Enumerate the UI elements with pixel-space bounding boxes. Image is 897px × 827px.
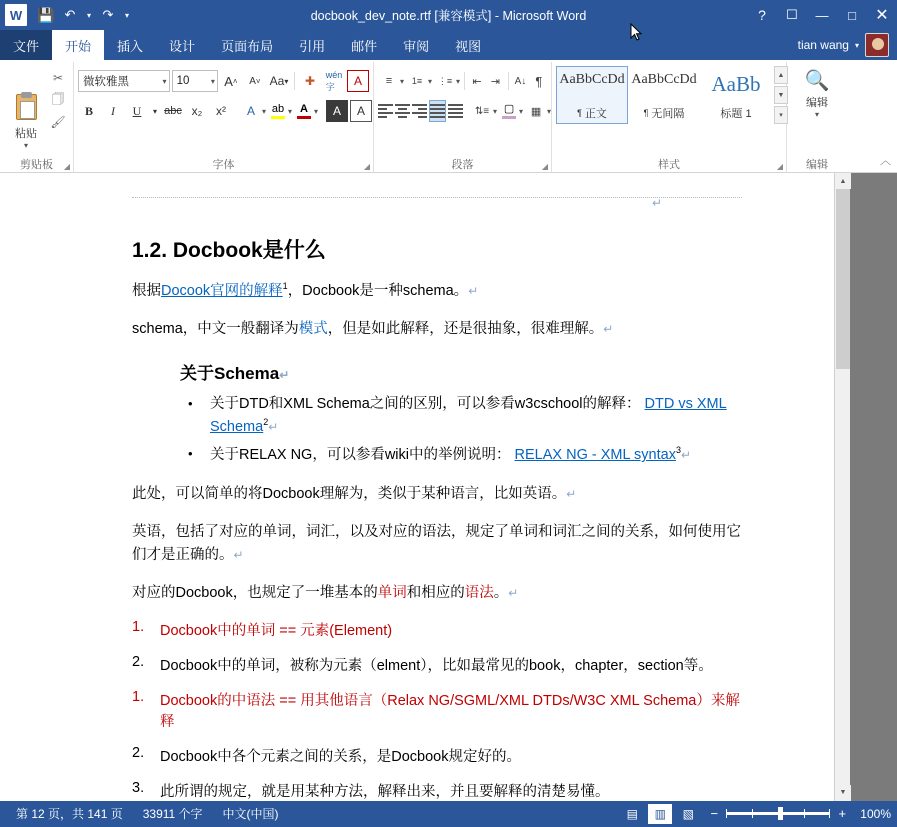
character-border-icon[interactable]: A (350, 100, 372, 122)
align-right-button[interactable] (412, 100, 427, 122)
bullets-button[interactable] (378, 70, 404, 92)
ribbon-display-options-icon[interactable]: ☐ (786, 7, 798, 22)
shrink-font-button[interactable]: A ˅ (249, 75, 261, 87)
redo-icon[interactable]: ↷ (102, 7, 114, 22)
bullet-1-text: 关于DTD和XML Schema之间的区别，可以参看w3cschool的解释： (210, 395, 641, 412)
status-bar (0, 801, 897, 827)
numbering-icon: 1≡ (411, 76, 423, 86)
editing-caret-icon[interactable]: ▾ (814, 110, 819, 119)
ribbon-group-clipboard-label: 剪贴板 (20, 159, 53, 171)
style-label: 无间隔 (651, 108, 685, 120)
tab-references[interactable]: 引用 (299, 38, 326, 54)
font-size-combo[interactable] (172, 70, 218, 92)
numbered-item-5 (132, 780, 742, 801)
chevron-down-icon[interactable]: ▾ (262, 106, 267, 116)
numbered-item-3 (132, 689, 742, 731)
list-item: • 关于RELAX NG，可以参看wiki中的举例说明： RELAX NG - XML syntax$^3$↵ (210, 444, 742, 467)
ribbon-group-editing (787, 62, 847, 173)
numbered-item-2 (132, 654, 742, 675)
item-text: Docbook中各个元素之间的关系，是Docbook规定好的。 (160, 748, 521, 765)
tab-view[interactable]: 视图 (455, 38, 482, 54)
chevron-down-icon[interactable]: ▾ (428, 76, 433, 86)
close-button[interactable]: ✕ (875, 7, 889, 24)
scrollbar-thumb[interactable] (836, 189, 850, 369)
font-size-value: 10 (176, 75, 190, 87)
item-number: 3. (132, 779, 145, 796)
justify-button[interactable] (429, 100, 446, 122)
ribbon-group-styles (552, 62, 787, 173)
ribbon-group-font-label: 字体 (212, 159, 235, 171)
zoom-in-button[interactable]: + (838, 806, 847, 822)
clipboard-dialog-launcher[interactable]: ◢ (63, 162, 70, 171)
chevron-down-icon[interactable]: ▾ (288, 106, 293, 116)
multilevel-list-icon: ⋮≡ (437, 75, 453, 86)
editing-label: 编辑 (806, 97, 828, 109)
dtd-vs-xml-schema-link[interactable]: DTD vs XML Schema (210, 395, 727, 435)
page-indicator[interactable]: 第 12 页，共 141 页 (16, 807, 123, 822)
numbering-button[interactable] (406, 70, 432, 92)
account-name: tian wang (797, 38, 849, 52)
paragraph-2: schema，中文一般翻译为模式，但是如此解释，还是很抽象，很难理解。↵ (132, 321, 614, 338)
document-page[interactable] (0, 173, 834, 801)
item-number: 2. (132, 744, 145, 761)
p5-text-b: 和相应的 (406, 585, 465, 602)
ribbon-group-styles-label: 样式 (658, 159, 680, 171)
p5-text-c: 。 (493, 585, 509, 602)
style-label: 正文 (584, 108, 607, 120)
p1-text-after: ，Docbook是一种schema。 (287, 283, 469, 299)
help-icon[interactable]: ? (758, 7, 766, 23)
paste-label: 粘贴 (15, 127, 37, 140)
shading-icon: ▢ (499, 100, 519, 122)
page-content (0, 173, 834, 801)
paragraph-4: 英语，包括了对应的单词，词汇，以及对应的语法，规定了单词和词汇之间的关系，如何使用它们才是正确的。↵ (132, 524, 741, 563)
paragraph-mark-icon: ¶ (643, 108, 649, 118)
paragraph-5: 对应的Docbook，也规定了一堆基本的单词和相应的语法。↵ (132, 585, 519, 602)
chevron-down-icon[interactable]: ▾ (493, 106, 498, 116)
tab-design[interactable]: 设计 (169, 38, 196, 54)
minimize-button[interactable]: — (815, 7, 829, 23)
styles-more-icon[interactable]: ▾ (774, 106, 788, 124)
text-effects-icon: A (246, 104, 255, 118)
paste-icon (11, 92, 41, 124)
p5-red-word: 单词 (377, 585, 407, 602)
chevron-down-icon[interactable]: ▾ (519, 106, 524, 116)
quick-access-toolbar (35, 4, 133, 26)
account-caret-icon[interactable]: ▾ (854, 40, 859, 50)
style-label: 标题 1 (720, 108, 752, 120)
tab-review[interactable]: 审阅 (403, 38, 430, 54)
align-left-button[interactable] (378, 100, 393, 122)
window-controls (747, 0, 897, 30)
undo-icon[interactable]: ↶ (64, 7, 76, 22)
word-count[interactable]: 33911 个字 (142, 807, 203, 822)
underline-button[interactable]: U (132, 103, 142, 118)
format-painter-icon[interactable]: 🖌 (50, 115, 66, 129)
style-preview: AaBbCcDd (559, 72, 625, 87)
paragraph-1: 根据Docook官网的解释$^1$，Docbook是一种schema。↵ (132, 281, 479, 299)
font-color-icon: A (294, 100, 314, 122)
bullet-list (132, 394, 742, 467)
binoculars-icon: 🔍 (804, 70, 830, 92)
distribute-button[interactable] (448, 100, 463, 122)
italic-button[interactable]: I (111, 103, 115, 118)
customize-quick-access-icon[interactable]: ▾ (124, 10, 129, 20)
zoom-out-button[interactable]: − (710, 806, 719, 822)
chevron-down-icon[interactable]: ▾ (547, 106, 552, 116)
style-name (577, 105, 607, 121)
tab-file[interactable]: 文件 (0, 30, 52, 60)
footnote-ref-2: 2 (263, 416, 269, 427)
bullets-icon: ≡ (385, 75, 393, 87)
bold-button[interactable]: B (84, 103, 93, 118)
item-text: Docbook中的单词，被称为元素（elment），比如最常见的book，chapter，section等。 (160, 657, 713, 674)
font-name-combo[interactable] (78, 70, 170, 92)
decrease-indent-icon[interactable]: ⇤ (472, 75, 482, 88)
window-title: docbook_dev_note.rtf [兼容模式] - Microsoft Word (310, 9, 587, 23)
avatar[interactable] (865, 33, 889, 57)
account-area[interactable] (798, 30, 897, 60)
text-effects-button[interactable] (240, 100, 266, 122)
item-number: 1. (132, 618, 145, 635)
bullet-2-text: 关于RELAX NG，可以参看wiki中的举例说明： (210, 447, 511, 464)
zoom-control[interactable] (704, 806, 852, 821)
style-item-normal[interactable] (556, 66, 628, 124)
grow-font-button[interactable]: A ˄ (224, 73, 238, 89)
ribbon-group-font (74, 62, 374, 173)
item-text: Docbook中的单词 == 元素(Element) (160, 622, 393, 639)
tab-page-layout[interactable]: 页面布局 (221, 38, 274, 54)
strikethrough-button[interactable]: abc (164, 105, 182, 117)
font-dialog-launcher[interactable]: ◢ (363, 162, 370, 171)
borders-icon: ▦ (530, 105, 542, 118)
sort-icon[interactable]: A↓ (514, 75, 527, 87)
show-formatting-marks-icon[interactable]: ¶ (535, 73, 543, 89)
p1-text-before: 根据 (132, 283, 161, 299)
save-icon[interactable]: 💾 (37, 6, 55, 23)
item-text: Docbook的中语法 == 用其他语言（Relax NG/SGML/XML DTDs/W3C XML Schema）来解释 (160, 692, 740, 730)
ribbon (0, 60, 897, 173)
tab-insert[interactable]: 插入 (117, 38, 144, 54)
cut-icon[interactable]: ✂ (52, 71, 64, 85)
section-heading-schema: 关于Schema↵ (180, 363, 290, 383)
ribbon-group-paragraph (374, 62, 552, 173)
clear-formatting-icon[interactable]: ✚ (304, 74, 316, 88)
style-name (644, 105, 685, 121)
chevron-down-icon[interactable]: ▾ (400, 76, 405, 86)
page-gutter (850, 173, 897, 801)
scroll-down-icon[interactable]: ▼ (835, 785, 851, 801)
change-case-button[interactable]: Aa ▾ (269, 74, 289, 88)
schema-mode-link[interactable]: 模式 (298, 321, 328, 338)
tab-home[interactable]: 开始 (52, 30, 104, 60)
copy-icon[interactable]: 🗍 (52, 91, 64, 106)
list-item: • 关于DTD和XML Schema之间的区别，可以参看w3cschool的解释： DTD vs XML Schema$^2$↵ (210, 394, 742, 438)
styles-scroll-buttons (774, 66, 788, 124)
line-spacing-icon: ⇅≡ (474, 105, 490, 117)
restore-button[interactable]: □ (848, 7, 856, 23)
view-print-layout-icon[interactable]: ▥ (648, 804, 672, 824)
item-number: 1. (132, 688, 145, 705)
highlight-icon: ab (268, 100, 288, 122)
scroll-up-icon[interactable]: ▲ (835, 173, 851, 189)
chevron-down-icon[interactable]: ▾ (162, 76, 167, 86)
p2-text-b: ，但是如此解释，还是很抽象，很难理解。 (327, 321, 604, 338)
subscript-button[interactable]: x₂ (191, 104, 203, 118)
view-read-mode-icon[interactable]: ▤ (626, 806, 638, 821)
paste-caret-icon[interactable]: ▾ (23, 140, 28, 150)
numbered-item-1 (132, 619, 742, 640)
ribbon-group-clipboard (0, 62, 74, 173)
style-preview: AaBb (711, 72, 761, 96)
footnote-ref-3: 3 (675, 445, 681, 456)
chevron-down-icon[interactable]: ▾ (456, 76, 461, 86)
superscript-button[interactable]: x² (216, 104, 226, 118)
shading-button[interactable] (499, 100, 523, 122)
enclose-character-icon[interactable]: A (347, 70, 369, 92)
increase-indent-icon[interactable]: ⇥ (490, 75, 500, 88)
collapse-ribbon-icon[interactable]: ︿ (880, 155, 891, 167)
ribbon-tabs (0, 30, 897, 60)
document-area (0, 173, 897, 801)
style-preview: AaBbCcDd (631, 72, 697, 87)
item-text: 此所谓的规定，就是用某种方法，解释出来，并且要解释的清楚易懂。 (160, 783, 610, 800)
section-heading-text: 关于Schema (180, 363, 280, 383)
p5-red-grammar: 语法 (464, 585, 494, 602)
styles-scroll-down-icon[interactable]: ▼ (774, 86, 788, 104)
status-right (620, 804, 891, 824)
view-web-layout-icon[interactable]: ▧ (682, 806, 694, 821)
tab-mailings[interactable]: 邮件 (351, 38, 378, 54)
align-center-button[interactable] (395, 100, 410, 122)
underline-dropdown-icon[interactable]: ▾ (153, 106, 158, 116)
relax-ng-xml-syntax-link[interactable]: RELAX NG - XML syntax (514, 447, 676, 464)
styles-scroll-up-icon[interactable]: ▲ (774, 66, 788, 84)
line-spacing-button[interactable] (471, 100, 497, 122)
vertical-scrollbar[interactable] (834, 173, 850, 801)
paragraph-3-text: 此处，可以简单的将Docbook理解为，类似于某种语言，比如英语。 (132, 485, 567, 502)
multilevel-list-button[interactable] (434, 70, 460, 92)
p2-text-a: schema，中文一般翻译为 (132, 321, 299, 338)
style-item-heading1[interactable] (700, 66, 772, 124)
ribbon-group-editing-label: 编辑 (806, 159, 828, 171)
paragraph-dialog-launcher[interactable]: ◢ (541, 162, 548, 171)
paragraph-4-text: 英语，包括了对应的单词，词汇，以及对应的语法，规定了单词和词汇之间的关系，如何使用它们才是正确的。 (132, 524, 741, 563)
chevron-down-icon[interactable]: ▾ (314, 106, 319, 116)
borders-button[interactable] (525, 100, 551, 122)
character-shading-icon[interactable]: A (326, 100, 348, 122)
footnote-ref-1: 1 (282, 281, 288, 292)
ribbon-group-paragraph-label: 段落 (451, 159, 474, 171)
language-indicator[interactable]: 中文(中国) (222, 807, 279, 822)
page-title: 1.2. Docbook是什么 (132, 239, 326, 262)
chevron-down-icon[interactable]: ▾ (210, 76, 215, 86)
zoom-level[interactable]: 100% (860, 806, 891, 821)
word-logo-icon: W (5, 4, 27, 26)
header-separator (132, 197, 742, 198)
header-pilcrow: ↵ (651, 196, 662, 210)
numbered-item-4 (132, 745, 742, 766)
undo-dropdown-icon[interactable]: ▾ (86, 10, 91, 20)
zoom-slider-thumb[interactable] (778, 807, 783, 820)
title-bar (0, 0, 897, 30)
style-name (720, 105, 751, 121)
style-item-no-spacing[interactable] (628, 66, 700, 124)
p5-text-a: 对应的Docbook，也规定了一堆基本的 (132, 585, 378, 602)
docbook-official-link[interactable]: Docook官网的解释 (161, 283, 283, 299)
phonetic-guide-icon[interactable]: wén 字 (325, 69, 343, 92)
highlight-color-button[interactable] (268, 100, 292, 122)
styles-dialog-launcher[interactable]: ◢ (776, 162, 783, 171)
item-number: 2. (132, 653, 145, 670)
font-name-value: 微软雅黑 (83, 76, 129, 88)
paragraph-mark-icon: ¶ (577, 108, 582, 118)
zoom-slider[interactable] (726, 812, 830, 815)
paragraph-3: 此处，可以简单的将Docbook理解为，类似于某种语言，比如英语。↵ (132, 485, 577, 502)
font-color-button[interactable] (294, 100, 318, 122)
